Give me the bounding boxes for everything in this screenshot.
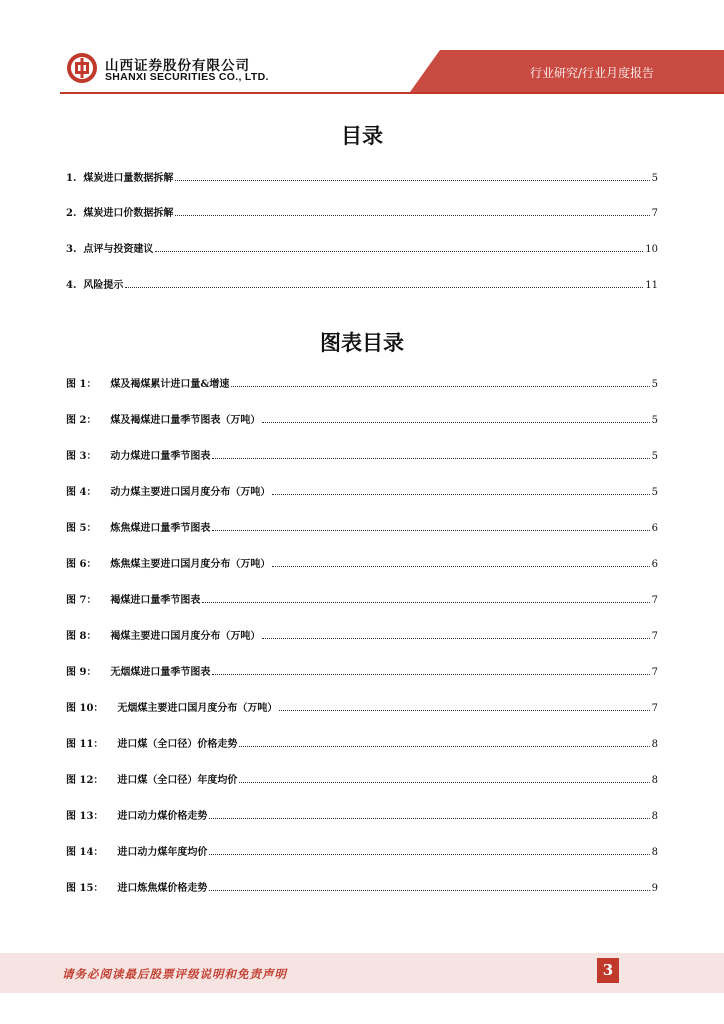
toc-leader-dots bbox=[202, 601, 649, 603]
toc-leader-dots bbox=[175, 214, 649, 216]
figure-toc-item[interactable] bbox=[66, 410, 658, 426]
figure-toc-item-label: 图 11： 进口煤（全口径）价格走势 bbox=[66, 739, 238, 750]
figure-toc-item-label: 图 1： 煤及褐煤累计进口量&增速 bbox=[66, 379, 230, 390]
figure-toc-item-label: 图 10： 无烟煤主要进口国月度分布（万吨） bbox=[66, 703, 278, 714]
figure-toc-item-page: 7 bbox=[651, 595, 658, 606]
figure-toc-item-page: 9 bbox=[651, 883, 658, 894]
figure-toc-item[interactable] bbox=[66, 806, 658, 822]
toc-leader-dots bbox=[209, 889, 649, 891]
figure-toc-item-page: 7 bbox=[651, 631, 658, 642]
toc-leader-dots bbox=[212, 457, 649, 459]
figure-toc-item[interactable] bbox=[66, 554, 658, 570]
toc-item-label: 2. 煤炭进口价数据拆解 bbox=[66, 208, 174, 219]
toc-item-label: 4. 风险提示 bbox=[66, 280, 124, 291]
figure-toc-item-label: 图 9： 无烟煤进口量季节图表 bbox=[66, 667, 211, 678]
figure-toc-item[interactable] bbox=[66, 446, 658, 462]
figure-toc-item-page: 5 bbox=[651, 451, 658, 462]
figure-toc-item-page: 7 bbox=[651, 667, 658, 678]
figure-toc-item-page: 7 bbox=[651, 703, 658, 714]
figure-toc-item-label: 图 3： 动力煤进口量季节图表 bbox=[66, 451, 211, 462]
toc-leader-dots bbox=[239, 781, 649, 783]
report-type: 行业研究/行业月度报告 bbox=[530, 66, 655, 80]
toc-item[interactable] bbox=[66, 239, 658, 255]
figure-toc-item-label: 图 12： 进口煤（全口径）年度均价 bbox=[66, 775, 238, 786]
header-banner bbox=[0, 0, 724, 100]
toc-leader-dots bbox=[125, 286, 643, 288]
toc-item-page: 5 bbox=[651, 173, 658, 184]
figure-toc-item-label: 图 14： 进口动力煤年度均价 bbox=[66, 847, 208, 858]
toc-leader-dots bbox=[272, 565, 649, 567]
figure-toc-item[interactable] bbox=[66, 662, 658, 678]
toc-leader-dots bbox=[231, 385, 649, 387]
figure-toc-item[interactable] bbox=[66, 770, 658, 786]
company-logo-icon bbox=[66, 52, 98, 84]
figure-toc-item[interactable] bbox=[66, 842, 658, 858]
figure-toc-item-label: 图 13： 进口动力煤价格走势 bbox=[66, 811, 208, 822]
page-number: 3 bbox=[597, 958, 619, 983]
toc-item-label: 3. 点评与投资建议 bbox=[66, 244, 154, 255]
company-name-cn: 山西证券股份有限公司 bbox=[105, 58, 250, 74]
toc-leader-dots bbox=[262, 421, 649, 423]
toc-leader-dots bbox=[155, 250, 643, 252]
figure-toc-item[interactable] bbox=[66, 878, 658, 894]
toc-item[interactable] bbox=[66, 275, 658, 291]
company-name-en: SHANXI SECURITIES CO., LTD. bbox=[105, 71, 269, 83]
toc-item[interactable] bbox=[66, 203, 658, 219]
figure-toc-item[interactable] bbox=[66, 374, 658, 390]
figure-toc-item-page: 5 bbox=[651, 487, 658, 498]
figure-toc-item-page: 5 bbox=[651, 379, 658, 390]
toc-item-page: 10 bbox=[645, 244, 658, 255]
figure-toc-item-page: 5 bbox=[651, 415, 658, 426]
footer-disclaimer[interactable]: 请务必阅读最后股票评级说明和免责声明 bbox=[62, 967, 287, 981]
toc-leader-dots bbox=[209, 853, 649, 855]
figure-toc-item-page: 8 bbox=[651, 775, 658, 786]
toc-leader-dots bbox=[279, 709, 649, 711]
figure-toc-item-label: 图 4： 动力煤主要进口国月度分布（万吨） bbox=[66, 487, 271, 498]
page-header bbox=[0, 0, 724, 100]
figure-toc-item[interactable] bbox=[66, 734, 658, 750]
toc-leader-dots bbox=[212, 529, 649, 531]
toc-item-page: 11 bbox=[645, 280, 658, 291]
figure-toc-item-page: 8 bbox=[651, 811, 658, 822]
figure-toc-item[interactable] bbox=[66, 626, 658, 642]
figure-toc-item-page: 6 bbox=[651, 523, 658, 534]
figure-toc-item-label: 图 8： 褐煤主要进口国月度分布（万吨） bbox=[66, 631, 261, 642]
toc-item[interactable] bbox=[66, 168, 658, 184]
figure-toc-item-label: 图 5： 炼焦煤进口量季节图表 bbox=[66, 523, 211, 534]
figure-toc-title: 图表目录 bbox=[320, 331, 404, 355]
figure-toc-item-label: 图 2： 煤及褐煤进口量季节图表（万吨） bbox=[66, 415, 261, 426]
figure-toc-item[interactable] bbox=[66, 698, 658, 714]
figure-toc-item-page: 8 bbox=[651, 847, 658, 858]
figure-toc-item-label: 图 15： 进口炼焦煤价格走势 bbox=[66, 883, 208, 894]
figure-toc-item[interactable] bbox=[66, 482, 658, 498]
figure-toc-item-page: 8 bbox=[651, 739, 658, 750]
toc-leader-dots bbox=[239, 745, 649, 747]
figure-toc-item-label: 图 6： 炼焦煤主要进口国月度分布（万吨） bbox=[66, 559, 271, 570]
toc-leader-dots bbox=[272, 493, 649, 495]
figure-toc-item[interactable] bbox=[66, 590, 658, 606]
toc-item-page: 7 bbox=[651, 208, 658, 219]
figure-toc-item[interactable] bbox=[66, 518, 658, 534]
toc-leader-dots bbox=[212, 673, 649, 675]
toc-leader-dots bbox=[175, 179, 649, 181]
toc-leader-dots bbox=[262, 637, 649, 639]
toc-item-label: 1. 煤炭进口量数据拆解 bbox=[66, 173, 174, 184]
toc-title: 目录 bbox=[341, 124, 383, 148]
toc-leader-dots bbox=[209, 817, 649, 819]
figure-toc-item-label: 图 7： 褐煤进口量季节图表 bbox=[66, 595, 201, 606]
figure-toc-item-page: 6 bbox=[651, 559, 658, 570]
